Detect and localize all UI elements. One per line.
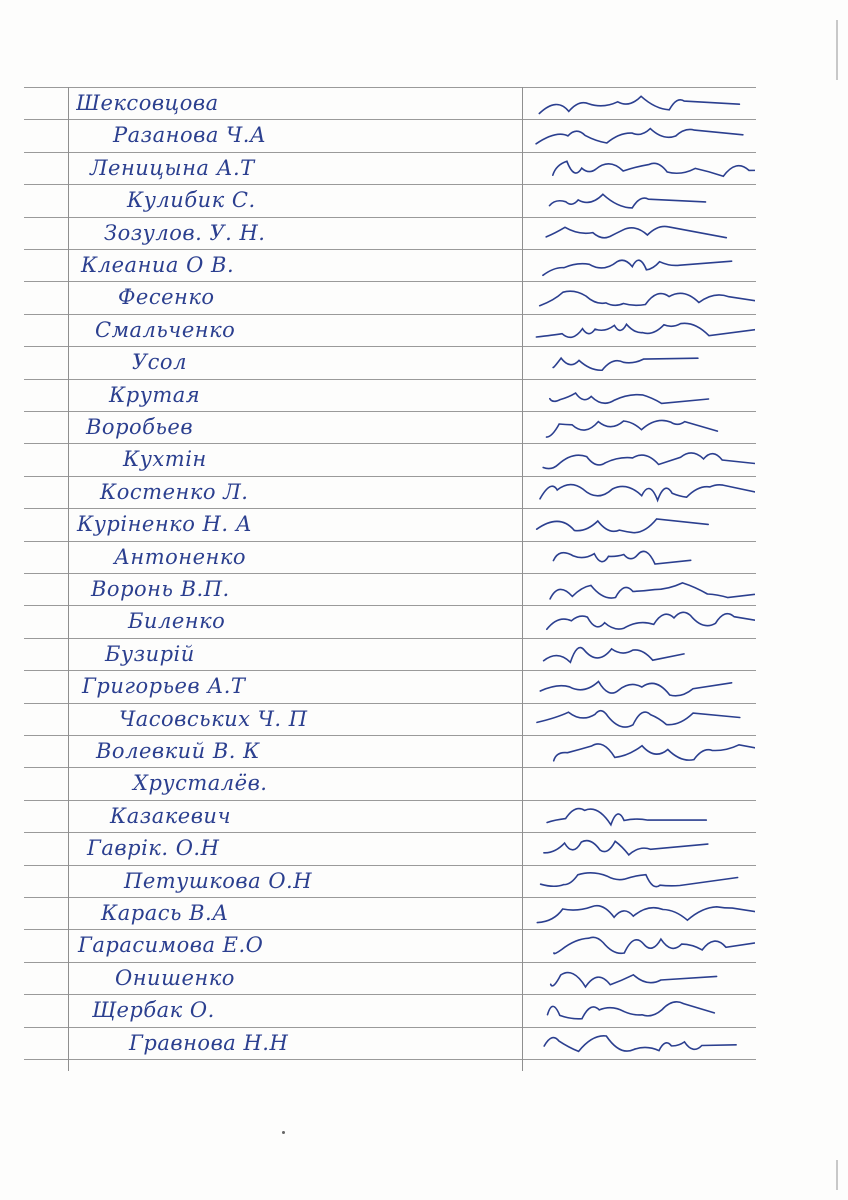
signature-drawing xyxy=(525,637,755,671)
signer-name: Крутая xyxy=(109,382,201,407)
signer-name: Усол xyxy=(132,350,187,375)
signer-name: Костенко Л. xyxy=(100,479,249,504)
signature-drawing xyxy=(525,928,755,962)
signature-stroke xyxy=(548,1002,715,1019)
signature-mark xyxy=(525,410,755,444)
signature-stroke xyxy=(544,647,684,662)
signature-stroke xyxy=(536,323,755,337)
signer-name: Онишенко xyxy=(115,965,235,990)
signature-stroke xyxy=(547,420,718,437)
signer-name: Смальченко xyxy=(95,317,236,342)
signature-mark xyxy=(525,864,755,898)
signature-mark xyxy=(525,183,755,217)
signature-stroke xyxy=(539,96,739,113)
signature-stroke xyxy=(547,808,706,824)
signature-stroke xyxy=(540,484,755,500)
signer-name: Григорьев А.Т xyxy=(82,674,246,699)
signature-drawing xyxy=(525,572,755,606)
signature-stroke xyxy=(550,393,709,403)
signature-drawing xyxy=(525,864,755,898)
signature-mark xyxy=(525,345,755,379)
signature-mark xyxy=(525,896,755,930)
signature-stroke xyxy=(553,551,690,564)
signature-drawing xyxy=(525,961,755,995)
signature-stroke xyxy=(541,872,738,886)
signature-mark xyxy=(525,702,755,736)
signature-stroke xyxy=(544,841,708,855)
signature-mark xyxy=(525,280,755,314)
signature-drawing xyxy=(525,475,755,509)
signer-name: Бузирій xyxy=(105,641,195,666)
signature-mark xyxy=(525,799,755,833)
signer-name: Гравнова Н.Н xyxy=(129,1030,289,1055)
signature-drawing xyxy=(525,540,755,574)
signature-drawing xyxy=(525,1026,755,1060)
signature-stroke xyxy=(547,613,755,630)
signature-stroke xyxy=(551,972,717,986)
signature-stroke xyxy=(550,194,706,208)
signature-stroke xyxy=(537,710,740,726)
signature-mark xyxy=(525,604,755,638)
signature-stroke xyxy=(536,129,743,144)
signature-drawing xyxy=(525,669,755,703)
signature-drawing xyxy=(525,507,755,541)
signature-stroke xyxy=(554,938,755,954)
signer-name: Леницына А.Т xyxy=(90,155,255,180)
signer-name: Разанова Ч.А xyxy=(113,123,267,148)
scan-edge-mark xyxy=(836,1160,838,1190)
signature-mark xyxy=(525,928,755,962)
signature-drawing xyxy=(525,118,755,152)
signature-mark xyxy=(525,1026,755,1060)
signer-name: Куріненко Н. А xyxy=(77,512,253,537)
signature-stroke xyxy=(553,161,755,176)
signature-stroke xyxy=(543,453,755,469)
signer-name: Зозулов. У. Н. xyxy=(104,220,266,245)
signature-drawing xyxy=(525,86,755,120)
signer-name: Часовських Ч. П xyxy=(119,706,308,731)
scan-edge-mark xyxy=(836,20,838,80)
signature-drawing xyxy=(525,896,755,930)
signature-drawing xyxy=(525,378,755,412)
signature-drawing xyxy=(525,410,755,444)
signature-mark xyxy=(525,86,755,120)
signer-name: Волевкий В. К xyxy=(96,739,260,763)
signer-name: Фесенко xyxy=(118,285,215,310)
signature-mark xyxy=(525,669,755,703)
signer-name: Петушкова О.Н xyxy=(124,868,313,893)
signature-mark xyxy=(525,378,755,412)
signer-name: Казакевич xyxy=(110,803,232,828)
signature-drawing xyxy=(525,151,755,185)
signer-name: Клеаниа О В. xyxy=(81,253,235,277)
signature-mark xyxy=(525,507,755,541)
signer-name: Гаврік. О.Н xyxy=(87,836,220,861)
signature-stroke xyxy=(537,906,755,923)
signature-mark xyxy=(525,475,755,509)
signature-drawing xyxy=(525,442,755,476)
signature-drawing xyxy=(525,345,755,379)
signature-stroke xyxy=(543,260,732,275)
signature-stroke xyxy=(544,1035,736,1051)
signature-mark xyxy=(525,118,755,152)
signature-drawing xyxy=(525,604,755,638)
signature-drawing xyxy=(525,313,755,347)
signature-stroke xyxy=(537,519,709,533)
signature-mark xyxy=(525,831,755,865)
signature-drawing xyxy=(525,734,755,768)
signature-drawing xyxy=(525,993,755,1027)
signature-mark xyxy=(525,540,755,574)
signer-name: Кулибик С. xyxy=(127,188,256,213)
ink-speck xyxy=(282,1131,285,1134)
signature-drawing xyxy=(525,799,755,833)
signature-stroke xyxy=(546,226,726,237)
signature-mark xyxy=(525,313,755,347)
signer-name: Кухтін xyxy=(123,447,207,472)
signature-drawing xyxy=(525,248,755,282)
signer-name: Хрусталёв. xyxy=(133,771,268,796)
signature-stroke xyxy=(553,358,698,370)
signer-name: Биленко xyxy=(128,609,226,634)
signature-drawing xyxy=(525,183,755,217)
margin-line xyxy=(68,87,69,1071)
signature-stroke xyxy=(540,682,731,696)
signature-drawing xyxy=(525,216,755,250)
signature-stroke xyxy=(550,583,755,599)
signature-stroke xyxy=(554,744,755,761)
signature-mark xyxy=(525,961,755,995)
signature-drawing xyxy=(525,280,755,314)
signer-name: Воробьев xyxy=(86,415,194,439)
signature-drawing xyxy=(525,831,755,865)
signer-name: Карась В.А xyxy=(101,901,229,925)
signature-mark xyxy=(525,734,755,768)
signature-mark xyxy=(525,151,755,185)
signer-name: Шексовцова xyxy=(76,91,219,115)
signature-mark xyxy=(525,442,755,476)
signature-mark xyxy=(525,637,755,671)
signer-name: Воронь В.П. xyxy=(91,577,230,601)
signer-name: Щербак О. xyxy=(92,998,215,1023)
signature-mark xyxy=(525,216,755,250)
signature-drawing xyxy=(525,702,755,736)
signature-mark xyxy=(525,993,755,1027)
signer-name: Гарасимова Е.О xyxy=(78,933,264,958)
signature-stroke xyxy=(540,292,755,306)
signature-mark xyxy=(525,572,755,606)
signature-mark xyxy=(525,248,755,282)
signer-name: Антоненко xyxy=(114,544,247,569)
